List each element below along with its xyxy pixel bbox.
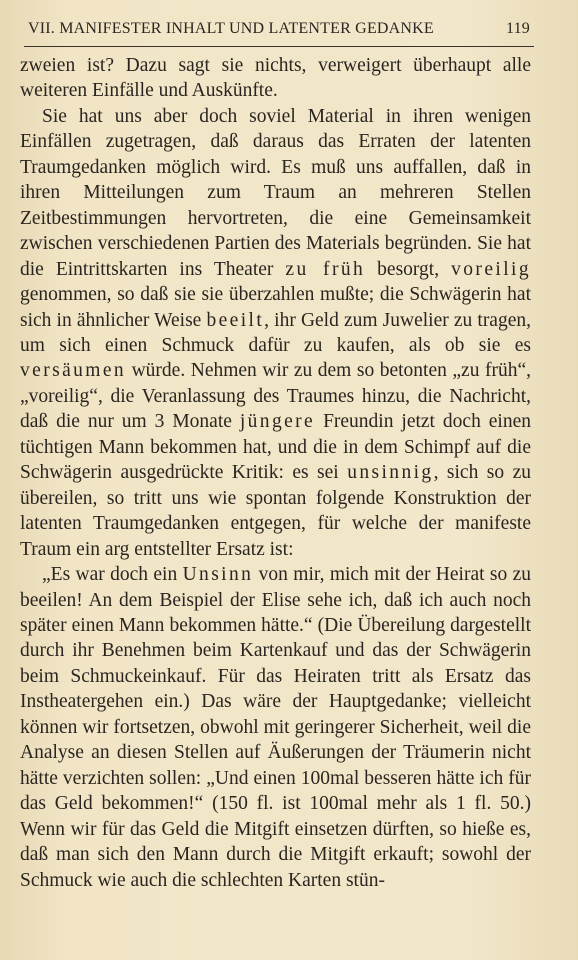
text-run: Freundin jetzt doch einen tüchtigen Mann bekommen hat, und die in dem Schimpf auf die Schwägerin ausgedrückte Kritik: es sei — [20, 411, 531, 484]
running-header — [28, 20, 530, 38]
emphasized-text: jüngere — [239, 411, 316, 433]
text-run: , ihr Geld zum Juwelier zu tragen, um sich einen Schmuck dafür zu kaufen, als ob sie es — [20, 309, 531, 356]
emphasized-text: voreilig — [451, 258, 531, 280]
paragraph — [20, 562, 531, 893]
text-run: von mir, mich mit der Heirat so zu beeilen! An dem Beispiel der Elise sehe ich, daß ich auch noch später einen Mann bekommen hätte.“ (Die Übereilung dargestellt durch ihr Benehmen beim Kartenkauf und das der Schwägerin beim Schmuckeinkauf. Für das Heiraten tritt als Ersatz das Instheatergehen ein.) Das wäre der Hauptgedanke; vielleicht können wir fortsetzen, obwohl mit geringerer Sicherheit, weil die Analyse an diesen Stellen auf Äußerungen der Träumerin nicht hätte verzichten sollen: „Und einen 100mal besseren hätte ich für das Geld bekommen!“ (150 fl. ist 100mal mehr als 1 fl. 50.) Wenn wir für das Geld die Mitgift einsetzen dürften, so hieße es, daß man sich den Mann durch die Mitgift erkauft; sowohl der Schmuck wie auch die schlechten Karten stün- — [20, 564, 531, 891]
text-run: würde. Nehmen wir zu dem so betonten „zu früh“, „voreilig“, die Veranlassung des Traumes hinzu, die Nachricht, daß die nur um 3 Monate — [20, 360, 531, 433]
page-number: 119 — [505, 20, 530, 37]
paragraph — [20, 104, 531, 562]
text-run: besorgt, — [365, 258, 452, 280]
emphasized-text: zu früh — [285, 258, 366, 280]
header-rule — [24, 46, 534, 47]
emphasized-text: unsinnig — [347, 462, 434, 484]
text-run: zweien ist? Dazu sagt sie nichts, verweigert überhaupt alle weiteren Einfälle und Auskünfte. — [20, 55, 531, 102]
body-text — [20, 53, 531, 893]
chapter-title: VII. MANIFESTER INHALT UND LATENTER GEDANKE — [28, 20, 434, 37]
emphasized-text: versäumen — [20, 360, 127, 382]
text-run: Sie hat uns aber doch soviel Material in ihren wenigen Einfällen zugetragen, daß daraus das Erraten der latenten Traumgedanken möglich wird. Es muß uns auffallen, daß in ihren Mitteilungen zum Traum an mehreren Stellen Zeitbestimmungen hervortreten, die eine Gemeinsamkeit zwischen verschiedenen Partien des Materials begründen. Sie hat die Eintrittskarten ins Theater — [20, 105, 531, 280]
text-run: , sich so zu übereilen, so tritt uns wie spontan folgende Konstruktion der latenten Traumgedanken entgegen, für welche der manifeste Traum ein arg entstellter Ersatz ist: — [20, 462, 532, 560]
text-run: „Es war doch ein — [42, 564, 183, 586]
emphasized-text: beeilt — [206, 309, 265, 331]
text-run: genommen, so daß sie sie überzahlen mußte; die Schwägerin hat sich in ähnlicher Weise — [20, 284, 531, 331]
emphasized-text: Unsinn — [182, 564, 254, 586]
paragraph — [20, 53, 531, 104]
